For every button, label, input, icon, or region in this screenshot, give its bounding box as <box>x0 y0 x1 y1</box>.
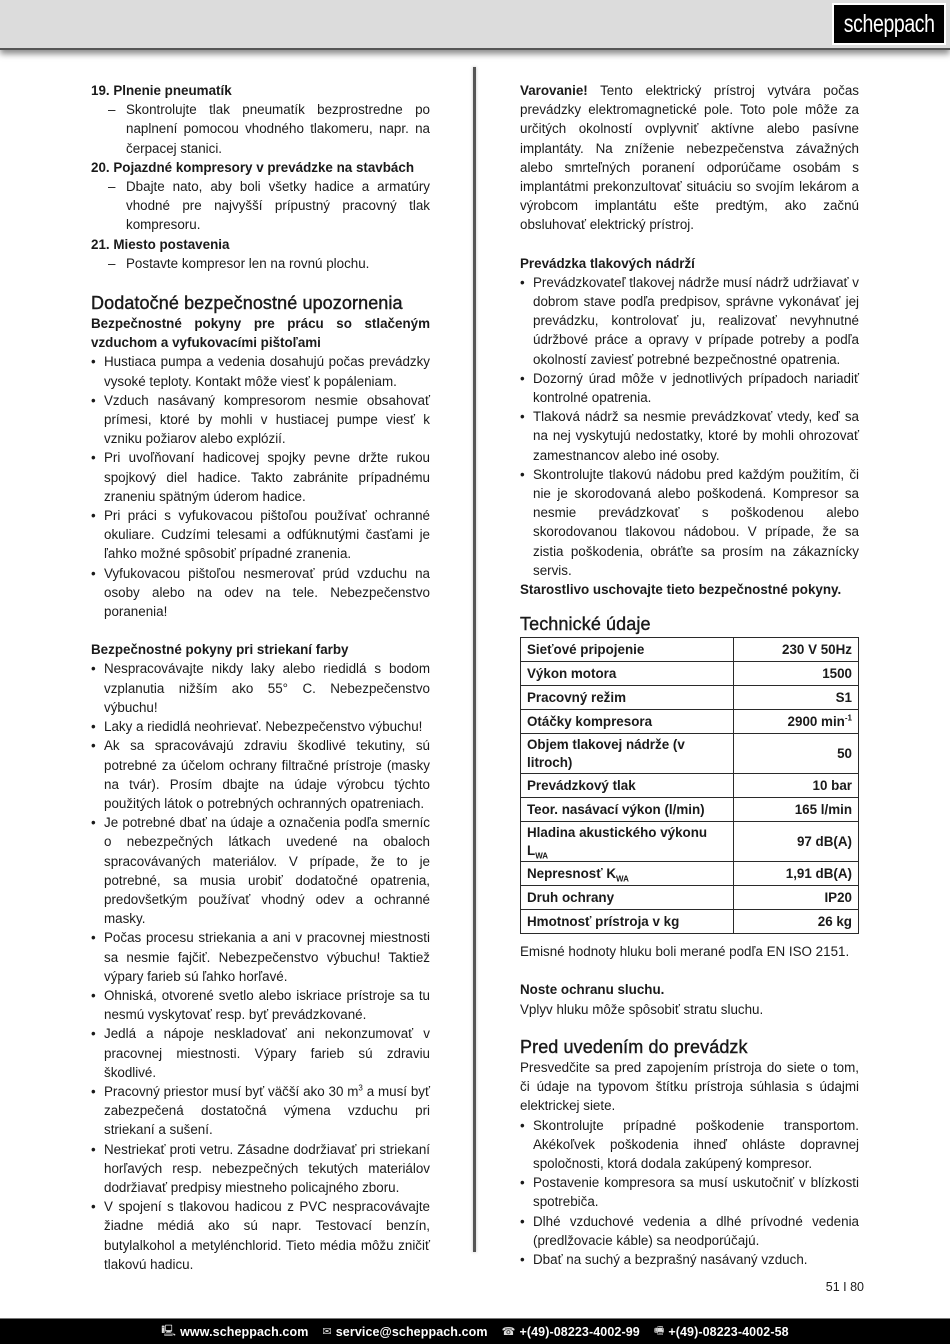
compressed-air-list <box>91 352 430 621</box>
list-item-text: Je potrebné dbať na údaje a označenia podľa smerníc o nebezpečných látkach uvedené na obaloch spracovávaných materiálov. V prípade, že to je potrebné, sa musia urobiť dodatočné opatrenia, predovšetkým používať vhodný odev a ochranné masky. <box>104 815 430 927</box>
right-column <box>520 81 859 1269</box>
footer-phone <box>502 1325 640 1339</box>
spec-label-text: Nepresnosť K <box>527 866 617 882</box>
spec-value <box>734 638 859 662</box>
spec-label-text: Hladina akustického výkonu L <box>527 825 708 858</box>
bullet-glyph: • <box>91 1199 96 1215</box>
phone-icon: ☎ <box>501 1326 516 1338</box>
spec-value-text: 97 dB(A) <box>796 834 852 850</box>
page-footer <box>0 1318 950 1344</box>
column-divider <box>473 67 476 1252</box>
list-item <box>91 736 430 813</box>
scheppach-logo <box>832 3 946 45</box>
bullet-glyph: • <box>91 1141 96 1157</box>
emission-note: Emisné hodnoty hluku boli merané podľa EN ISO 2151. <box>520 944 850 960</box>
list-item-text: Prevádzkovateľ tlakovej nádrže musí nádrž udržiavať v dobrom stave podľa predpisov, správne vykonávať jej prevádzku, kontrolovať ju, realizovať nevyhnutné údržbové práce a opravy v prípade potreby a podľa okolností zaviesť potrebné bezpečnostné opatrenia. <box>533 274 859 367</box>
list-item <box>91 352 430 390</box>
spec-label-subscript: WA <box>535 851 549 861</box>
spec-value-text: IP20 <box>824 890 852 906</box>
footer-fax-text: +(49)-08223-4002-58 <box>668 1324 789 1339</box>
spec-label-subscript: WA <box>616 874 629 884</box>
footer-phone-text: +(49)-08223-4002-99 <box>519 1324 640 1339</box>
list-item-text: Nespracovávajte nikdy laky alebo riedidlá s bodom vzplanutia nižším ako 55° C. Nebezpečenstvo výbuchu! <box>104 661 430 715</box>
list-item-text: Nestriekať proti vetru. Zásadne dodržiavať pri striekaní horľavých resp. nebezpečných tekutých materiálov dodržiavať predpisy miestneho policajného zboru. <box>104 1141 430 1195</box>
spec-row <box>521 910 859 934</box>
dash-point-text: Dbajte nato, aby boli všetky hadice a armatúry vhodné pre najvyšší prípustný pracovný tlak kompresoru. <box>126 179 430 233</box>
list-item-text: Jedlá a nápoje neskladovať ani nekonzumovať v pracovnej miestnosti. Výpary farieb sú zdraviu škodlivé. <box>104 1026 430 1080</box>
spec-value-text: 165 l/min <box>794 802 852 818</box>
dash-glyph: – <box>108 179 116 195</box>
numbered-item-title: 21. Miesto postavenia <box>91 236 230 252</box>
page-header <box>0 0 950 50</box>
list-item <box>91 506 430 564</box>
bullet-glyph: • <box>91 930 96 946</box>
spec-label <box>521 822 734 862</box>
pressure-tanks-list <box>520 273 859 580</box>
mail-icon: ✉ <box>322 1326 332 1338</box>
bullet-glyph: • <box>91 987 96 1003</box>
list-item-text: Ohniská, otvorené svetlo alebo iskriace prístroje sa tu nesmú vyskytovať resp. byť prevádzkované. <box>104 987 430 1023</box>
list-item-text: Ak sa spracovávajú zdraviu škodlivé tekutiny, sú potrebné za účelom ochrany filtračné prístroje (masky na tvár). Prosím dbajte na údaje výrobcu týchto použitých látok o potrebných ochranných opatreniach. <box>104 738 430 811</box>
spec-label-text: Výkon motora <box>527 666 617 682</box>
emf-warning <box>520 81 859 235</box>
spec-value <box>734 910 859 934</box>
fax-icon: 🖷 <box>653 1325 665 1337</box>
warning-text: Tento elektrický prístroj vytvára počas prevádzky elektromagnetické pole. Toto pole môže za určitých okolností ovplyvniť aktívne alebo pasívne implantáty. Na zníženie nebezpečenstva závažných alebo smrteľných poranení odporúčame osobám s implantátmi prekonzultovať situáciu so svojím lekárom a výrobcom implantátu ešte predtým, ako začnú obsluhovať elektrický prístroj. <box>520 83 859 233</box>
spec-value-text: 10 bar <box>812 778 852 794</box>
footer-website-text: www.scheppach.com <box>180 1324 309 1339</box>
list-item <box>91 564 430 622</box>
bullet-glyph: • <box>520 370 525 386</box>
list-item <box>91 1024 430 1082</box>
bullet-glyph: • <box>91 450 96 466</box>
footer-website[interactable] <box>161 1322 308 1341</box>
spec-row <box>521 734 859 774</box>
technical-data-table <box>520 637 859 934</box>
spec-value <box>734 774 859 798</box>
dash-glyph: – <box>108 102 116 118</box>
dash-glyph: – <box>108 255 116 271</box>
spec-value-text: S1 <box>835 690 852 706</box>
spec-value <box>734 734 859 774</box>
left-column <box>91 81 430 1274</box>
bullet-glyph: • <box>91 661 96 677</box>
bullet-glyph: • <box>91 815 96 831</box>
list-item <box>91 1140 430 1198</box>
list-item-text: Dlhé vzduchové vedenia a dlhé prívodné vedenia (predlžovacie káble) sa neodporúčajú. <box>533 1213 859 1248</box>
list-item <box>91 928 430 986</box>
bullet-glyph: • <box>91 738 96 754</box>
list-item <box>91 813 430 928</box>
list-item <box>91 659 430 717</box>
bullet-glyph: • <box>91 508 96 524</box>
numbered-item-title: 19. Plnenie pneumatík <box>91 83 232 98</box>
section-title-before-use: Pred uvedením do prevádzk <box>520 1036 748 1057</box>
before-use-list <box>520 1116 859 1270</box>
spec-row <box>521 686 859 710</box>
list-item <box>520 407 859 465</box>
list-item-text: Pracovný priestor musí byť väčší ako 30 m <box>104 1083 359 1099</box>
list-item-text: Laky a riedidlá neohrievať. Nebezpečenstvo výbuchu! <box>104 719 423 735</box>
spec-row <box>521 822 859 862</box>
spec-label <box>521 774 734 798</box>
warning-label: Varovanie! <box>520 83 588 98</box>
bullet-glyph: • <box>520 1117 525 1133</box>
list-item-text: Hustiaca pumpa a vedenia dosahujú počas prevádzky vysoké teploty. Kontakt môže viesť k popáleniam. <box>104 354 430 389</box>
bullet-glyph: • <box>91 719 96 735</box>
list-item <box>91 986 430 1024</box>
section-title-technical-data: Technické údaje <box>520 614 651 635</box>
bullet-glyph: • <box>91 354 96 370</box>
list-item-text: Vyfukovacou pištoľou nesmerovať prúd vzduchu na osoby alebo na odev na tele. Nebezpečenstvo poranenia! <box>104 565 430 620</box>
spec-row <box>521 886 859 910</box>
spec-label <box>521 798 734 822</box>
bullet-glyph: • <box>91 1026 96 1042</box>
spec-row <box>521 862 859 886</box>
spec-value <box>734 798 859 822</box>
computer-icon: 🖳 <box>161 1325 177 1337</box>
spec-value-text: 1500 <box>822 666 852 682</box>
list-item-text: Dozorný úrad môže v jednotlivých prípadoch nariadiť kontrolné opatrenia. <box>533 370 859 406</box>
list-item-text: a musí byť zabezpečená dostatočná výmena vzduchu pri striekaní a sušení. <box>104 1083 430 1138</box>
list-item-text: Tlaková nádrž sa nesmie prevádzkovať vtedy, keď sa na nej vyskytujú nedostatky, ktoré by mohli ohrozovať zamestnancov alebo iné osoby. <box>533 409 859 463</box>
subheading-compressed-air: Bezpečnostné pokyny pre prácu so stlačeným vzduchom a vyfukovacími pištoľami <box>91 316 430 351</box>
dash-point <box>91 177 430 235</box>
bullet-glyph: • <box>520 466 525 482</box>
spec-value <box>734 686 859 710</box>
list-item-text: Skontrolujte tlakovú nádobu pred každým použitím, či nie je skorodovaná alebo poškodená. Kompresor sa nesmie prevádzkovať s poškodenou alebo skorodovanou tlakovou nádobou. V prípade, že sa zistia poškodenia, obráťte sa prosím na zákaznícky servis. <box>533 466 859 578</box>
list-item <box>520 1250 859 1269</box>
list-item-text: Dbať na suchý a bezprašný nasávaný vzduch. <box>533 1251 808 1267</box>
dash-point-text: Postavte kompresor len na rovnú plochu. <box>126 255 370 271</box>
list-item <box>91 448 430 506</box>
spec-value-superscript: -1 <box>844 713 852 723</box>
list-item-text: Postavenie kompresora sa musí uskutočniť v blízkosti spotrebiča. <box>533 1175 859 1210</box>
list-item-text: Pri práci s vyfukovacou pištoľou používať ochranné okuliare. Cudzími telesami a odfúknutými časťami je ľahko možné spôsobiť prípadné zranenia. <box>104 508 430 562</box>
spec-label-text: Otáčky kompresora <box>527 714 653 730</box>
spec-label-text: Objem tlakovej nádrže (v litroch) <box>527 737 685 770</box>
dash-point <box>91 100 430 158</box>
spec-label <box>521 910 734 934</box>
numbered-item <box>91 235 430 273</box>
hearing-protection-text: Vplyv hluku môže spôsobiť stratu sluchu. <box>520 1001 764 1017</box>
footer-email[interactable] <box>322 1325 487 1339</box>
numbered-item <box>91 81 430 158</box>
bullet-glyph: • <box>91 392 96 408</box>
list-item <box>91 1082 430 1140</box>
spec-label <box>521 862 734 886</box>
bullet-glyph: • <box>91 1083 96 1099</box>
bullet-glyph: • <box>91 565 96 581</box>
footer-fax <box>654 1322 789 1341</box>
bullet-glyph: • <box>520 1213 525 1229</box>
spec-label-text: Prevádzkový tlak <box>527 778 636 794</box>
spec-row <box>521 774 859 798</box>
list-item <box>91 391 430 449</box>
spec-value-text: 230 V 50Hz <box>782 642 852 658</box>
spec-row <box>521 662 859 686</box>
list-item <box>520 465 859 580</box>
list-item-text: Skontrolujte prípadné poškodenie transportom. Akékoľvek poškodenia ihneď ohláste dopravnej spoločnosti, ktorá dodala zakúpený kompresor. <box>533 1117 859 1171</box>
superscript: 3 <box>358 1083 363 1093</box>
spec-row <box>521 638 859 662</box>
list-item-text: V spojení s tlakovou hadicou z PVC nespracovávajte žiadne médiá ako sú napr. Testovací benzín, butylalkohol a metylénchlorid. Tieto média môžu zničiť tlakovú hadicu. <box>104 1199 430 1272</box>
spec-value <box>734 822 859 862</box>
footer-email-text: service@scheppach.com <box>335 1324 488 1339</box>
list-item <box>520 1173 859 1211</box>
spec-label-text: Hmotnosť prístroja v kg <box>527 914 680 930</box>
spec-label <box>521 710 734 734</box>
numbered-item-title: 20. Pojazdné kompresory v prevádzke na stavbách <box>91 159 415 175</box>
hearing-protection-heading: Noste ochranu sluchu. <box>520 982 665 998</box>
spec-label <box>521 886 734 910</box>
spec-label <box>521 686 734 710</box>
bullet-glyph: • <box>520 409 525 425</box>
page-number: 51 I 80 <box>825 1280 864 1294</box>
list-item-text: Pri uvoľňovaní hadicovej spojky pevne držte rukou spojkový diel hadice. Takto zabránite prípadnému zraneniu spätným úderom hadice. <box>104 450 430 504</box>
dash-point-text: Skontrolujte tlak pneumatík bezprostredne po naplnení pomocou vhodného tlakomeru, napr. na čerpacej stanici. <box>126 102 430 156</box>
dash-point <box>91 254 430 273</box>
list-item-text: Vzduch nasávaný kompresorom nesmie obsahovať prímesi, ktoré by mohli v hustiacej pumpe viesť k vzniku požiarov alebo explózií. <box>104 392 430 447</box>
keep-instructions-note: Starostlivo uschovajte tieto bezpečnostné pokyny. <box>520 582 842 598</box>
spec-value-text: 26 kg <box>817 914 852 930</box>
spec-label <box>521 662 734 686</box>
spec-value <box>734 886 859 910</box>
subheading-pressure-tanks: Prevádzka tlakových nádrží <box>520 255 695 271</box>
list-item <box>91 717 430 736</box>
section-title-additional-safety: Dodatočné bezpečnostné upozornenia <box>91 293 403 314</box>
subheading-spray-painting: Bezpečnostné pokyny pri striekaní farby <box>91 642 349 658</box>
bullet-glyph: • <box>520 274 525 290</box>
spec-row <box>521 798 859 822</box>
spec-label-text: Teor. nasávací výkon (l/min) <box>527 802 705 818</box>
spec-value <box>734 862 859 886</box>
list-item <box>520 369 859 407</box>
spec-value-text: 2900 min <box>787 714 845 730</box>
spec-label <box>521 638 734 662</box>
bullet-glyph: • <box>520 1175 525 1191</box>
list-item-text: Počas procesu striekania a ani v pracovnej miestnosti sa nesmie fajčiť. Nebezpečenstvo výbuchu! Taktiež výpary farieb sú ľahko horľavé. <box>104 930 430 984</box>
spec-label-text: Sieťové pripojenie <box>527 642 645 658</box>
list-item <box>520 1212 859 1250</box>
before-use-intro: Presvedčite sa pred zapojením prístroja do siete o tom, či údaje na typovom štítku prístroja súhlasia s údajmi elektrickej siete. <box>520 1059 859 1114</box>
spec-value <box>734 710 859 734</box>
spec-value <box>734 662 859 686</box>
bullet-glyph: • <box>520 1251 525 1267</box>
list-item <box>520 273 859 369</box>
logo-text: scheppach <box>843 9 935 38</box>
spec-value-text: 50 <box>837 746 852 762</box>
spec-value-text: 1,91 dB(A) <box>785 866 852 882</box>
list-item <box>91 1197 430 1274</box>
spec-label-text: Pracovný režim <box>527 690 626 706</box>
list-item <box>520 1116 859 1174</box>
spec-label-text: Druh ochrany <box>527 890 615 906</box>
spray-painting-list <box>91 659 430 1274</box>
numbered-item <box>91 158 430 235</box>
spec-label <box>521 734 734 774</box>
spec-row <box>521 710 859 734</box>
